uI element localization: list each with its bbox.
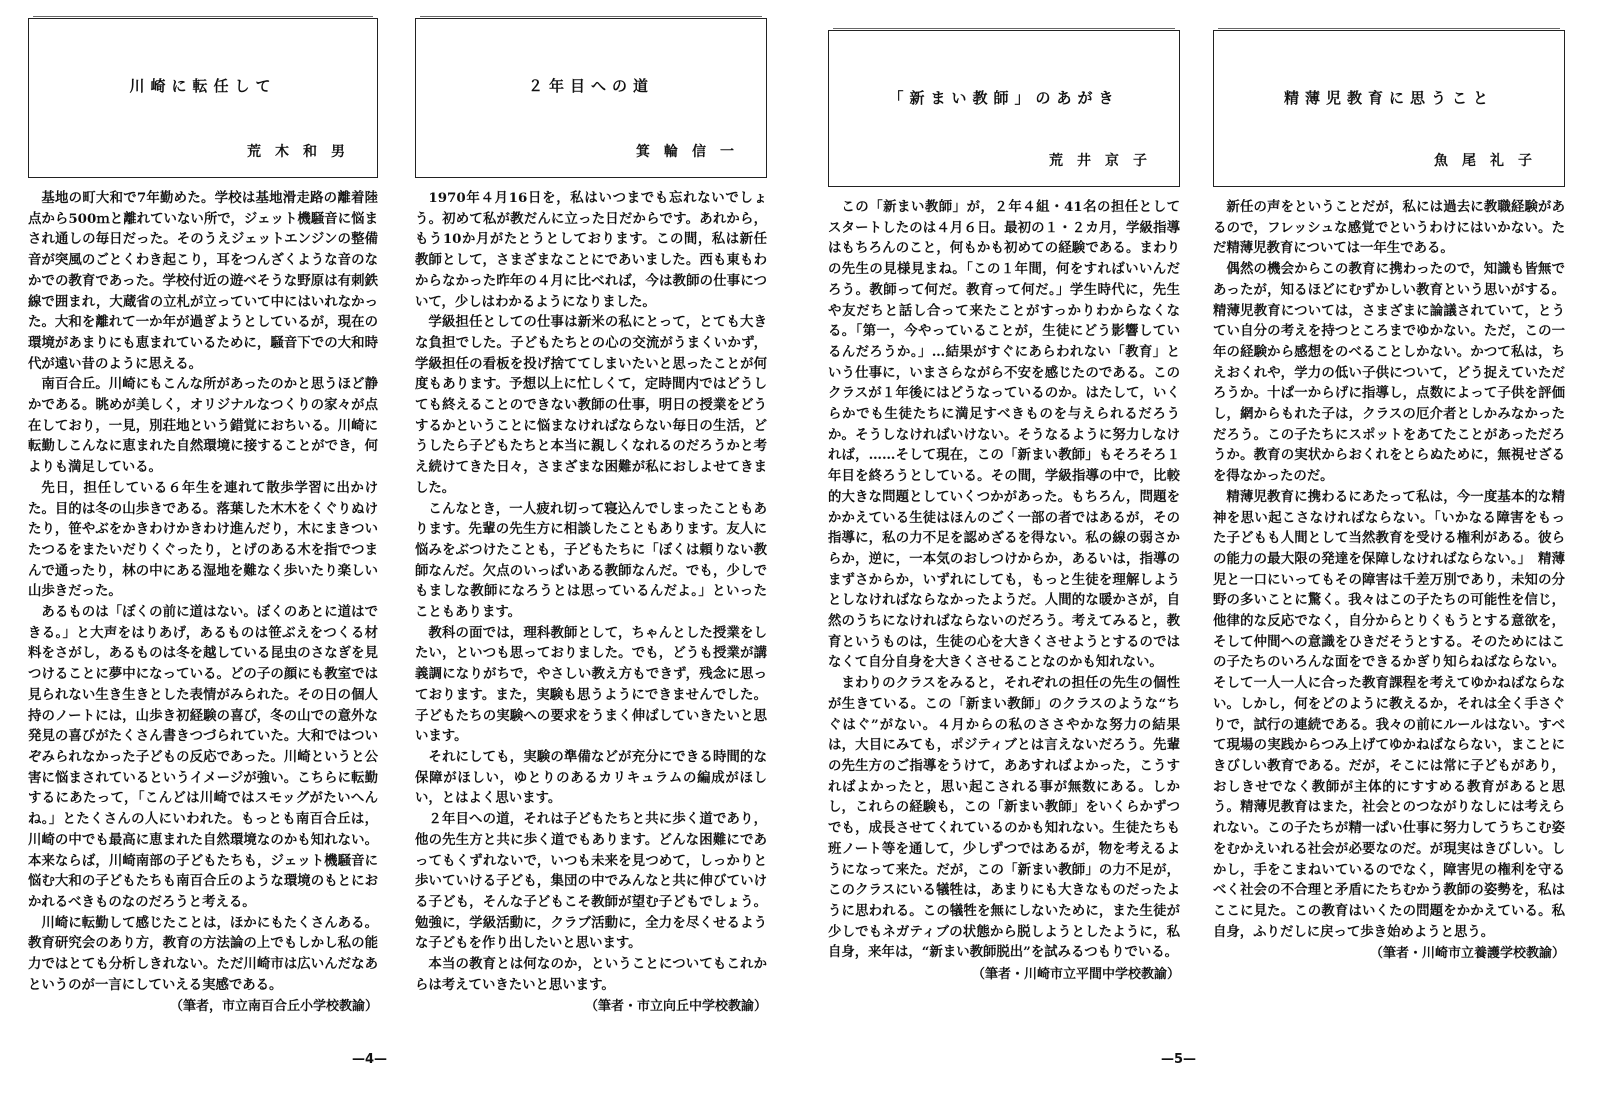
article-title: 「新まい教師」のあがき xyxy=(888,89,1120,107)
article-body xyxy=(415,188,767,1018)
paragraph: ２年目への道，それは子どもたちと共に歩く道であり，他の先生方と共に歩く道でもあります。どんな困難にであってもくずれないで，いつも未来を見つめて，しっかりと歩いていける子ども，集団の中でみんなと共に伸びていける子ども，そんな子どもこそ教師が望む子どもでしょう。勉強に，学級活動に，クラブ活動に，全力を尽くせるような子どもを作り出したいと思います。 xyxy=(415,811,767,952)
article-title: 川崎に転任して xyxy=(129,77,277,95)
article-second-year xyxy=(415,0,767,1018)
author-signoff: （筆者・川崎市立平間中学校教諭） xyxy=(971,967,1180,983)
paragraph: 本当の教育とは何なのか，ということについてもこれからは考えていきたいと思います。 xyxy=(415,956,767,993)
paragraph: 偶然の機会からこの教育に携わったので，知識も皆無であったが，知るほどにむずかしい教育という思いがする。精薄児教育については，さまざまに論議されていて，とうてい自分の考えを持つところまでゆかない。ただ，この一年の経験から感想をのべることしかない。かつて私は，ちえおくれや，学力の低い子供について，どう捉えていただろうか。十ぱ一からげに指導し，点数によって子供を評価し，網からもれた子は，クラスの厄介者としかみなかっただろう。この子たちにスポットをあてたことがあっただろうか。教育の実状からおくれをとらぬために，無視せざるを得なかったのだ。 xyxy=(1213,261,1565,485)
paragraph: 精薄児教育に携わるにあたって私は，今一度基本的な精神を思い起こさなければならない。「いかなる障害をもった子どもも人間として当然教育を受ける権利がある。彼らの能力の最大限の発達を保障しなければならない。」 精薄児と一口にいってもその障害は千差万別であり，未知の分野の多いことに驚く。我々はこの子たちの可能性を信じ，他律的な反応でなく，自分からとりくもうとする意欲を，そして仲間への意識をひきだそうとする。そのためにはこの子たちのいろんな面をできるかぎり知らねばならない。そして一人一人に合った教育課程を考えてゆかねばならない。しかし，何をどのように教えるか，それは全く手さぐりで，試行の連続である。我々の前にルールはない。すべて現場の実践からつみ上げてゆかねばならない，まことにきびしい教育である。だが，そこには常に子どもがあり，おしきせでなく教師が主体的にすすめる教育があると思う。精薄児教育はまた，社会とのつながりなしには考えられない。この子たちが精一ぱい仕事に努力してうちこむ姿をむかえいれる社会が必要なのだ。が現実はきびしい。しかし，手をこまねいているのでなく，障害児の権利を守るべく社会の不合理と矛盾にたちむかう教師の姿勢を，私はここに見た。この教育はいくたの問題をかかえている。私自身，ふりだしに戻って歩き始めようと思う。 xyxy=(1213,488,1565,940)
article-title: ２年目への道 xyxy=(527,77,654,95)
article-kawasaki-transfer xyxy=(28,0,378,1018)
article-body xyxy=(28,188,378,1018)
paragraph: まわりのクラスをみると，それぞれの担任の先生の個性が生きている。この「新まい教師」のクラスのような“ちぐはぐ”がない。４月からの私のささやかな努力の結果は，大目にみても，ポジティブとは言えないだろう。先輩の先生方のご指導をうけて，ああすればよかった，こうすればよかったと，思い起こされる事が無数にある。しかし，これらの経験も，この「新まい教師」をいくらかずつでも，成長させてくれているのかも知れない。生徒たちも班ノート等を通して，少しずつではあるが，物を考えるようになって来た。だが，この「新まい教師」の力不足が，このクラスにいる犠牲は，あまりにも大きなものだったように思われる。この犠牲を無にしないために，また生徒が少しでもネガティブの状態から脱しようとしたように，私自身，来年は，“新まい教師脱出”を試みるつもりでいる。 xyxy=(828,675,1180,961)
paragraph: 先日，担任している６年生を連れて散歩学習に出かけた。目的は冬の山歩きである。落葉した木木をくぐりぬけたり，笹やぶをかきわけかきわけ進んだり，木にまきついたつるをまたいだりくぐったり，とげのある木を指でつまんで通ったり，林の中にある湿地を難なく歩いたり楽しい山歩きだった。 xyxy=(28,479,378,600)
article-new-teacher xyxy=(828,0,1180,986)
author-signoff: （筆者・川崎市立養護学校教諭） xyxy=(1369,946,1565,962)
article-author: 箕輪信一 xyxy=(636,144,748,160)
page-number-right: —5— xyxy=(1161,1052,1197,1067)
paragraph: 学級担任としての仕事は新米の私にとって，とても大きな負担でした。子どもたちとの心の交流がうまくいかず，学級担任の看板を投げ捨ててしまいたいと思ったことが何度もあります。予想以上に忙しくて，定時間内ではどうしても終えることのできない教師の仕事，明日の授業をどうするかということに悩まなければならない毎日の生活，どうしたら子どもたちと本当に親しくなれるのだろうかと考え続けてきた日々，さまざまな困難が私におしよせてきました。 xyxy=(415,314,767,496)
article-author: 魚尾礼子 xyxy=(1434,153,1546,169)
paragraph: 1970年４月16日を，私はいつまでも忘れないでしょう。初めて私が教だんに立った日だからです。あれから，もう10か月がたとうとしております。この間，私は新任教師として，さまざまなことにであいました。西も東もわからなかった昨年の４月に比べれば，今は教師の仕事について，少しはわかるようになりました。 xyxy=(415,190,767,310)
article-author: 荒木和男 xyxy=(247,144,359,160)
paragraph: 川崎に転勤して感じたことは，ほかにもたくさんある。教育研究会のあり方，教育の方法論の上でもしかし私の能力ではとても分析しきれない。ただ川崎市は広いんだなあというのが一言にしていえる実感である。 xyxy=(28,914,378,993)
title-box xyxy=(828,30,1180,187)
title-box xyxy=(1213,30,1565,187)
article-body xyxy=(1213,197,1565,965)
article-title: 精薄児教育に思うこと xyxy=(1283,89,1494,107)
author-signoff: （筆者，市立南百合丘小学校教諭） xyxy=(169,999,378,1015)
article-body xyxy=(828,197,1180,986)
title-box xyxy=(28,18,378,178)
paragraph: あるものは「ぼくの前に道はない。ぼくのあとに道はできる。」と大声をはりあげ，あるものは笹ぶえをつくる材料をさがし，あるものは冬を越している昆虫のさなぎを見つけることに夢中になっている。どの子の顔にも教室では見られない生き生きとした表情がみられた。その日の個人持のノートには，山歩き初経験の喜び，冬の山での意外な発見の喜びがたくさん書きつづられていた。大和ではついぞみられなかった子どもの反応であった。川崎というと公害に悩まされているというイメージが強い。こちらに転勤するにあたって，「こんどは川崎ではスモッグがたいへんね。」とたくさんの人にいわれた。もっとも南百合丘は，川崎の中でも最高に恵まれた自然環境なのかも知れない。本来ならば，川崎南部の子どもたちも，ジェット機騒音に悩む大和の子どもたちも南百合丘のような環境のもとにおかれるべきものなのだろうと考える。 xyxy=(28,604,378,910)
paragraph: 南百合丘。川崎にもこんな所があったのかと思うほど静かである。眺めが美しく，オリジナルなつくりの家々が点在しており，一見，別荘地という錯覚におちいる。川崎に転勤しこんなに恵まれた自然環境に接することができ，何よりも満足している。 xyxy=(28,376,378,476)
paragraph: 教科の面では，理科教師として，ちゃんとした授業をしたい，といつも思っておりました。でも，どうも授業が講義調になりがちで，やさしい教え方もできず，残念に思っております。また，実験も思うようにできませんでした。子どもたちの実験への要求をうまく伸ばしていきたいと思います。 xyxy=(415,624,767,745)
paragraph: この「新まい教師」が，２年４組・41名の担任としてスタートしたのは４月６日。最初の１・２カ月，学級指導はもちろんのこと，何もかも初めての経験である。まわりの先生の見様見まね。「この１年間，何をすればいいんだろう。教師って何だ。教育って何だ。」学生時代に，先生や友だちと話し合って来たことがすっかりわからなくなる。「第一，今やっていることが，生徒にどう影響しているんだろうか。」…結果がすぐにあらわれない「教育」という仕事に，いまさらながら不安を感じたのである。このクラスが１年後にはどうなっているのか。はたして，いくらかでも生徒たちに満足すべきものを与えられるだろうか。そうしなければいけない。そうなるように努力しなければ，……そして現在，この「新まい教師」もそろそろ１年目を終ろうとしている。その間，学級指導の中で，比較的大きな問題としていくつかがあった。もちろん，問題をかかえている生徒はほんのごく一部の者ではあるが，その指導に，私の力不足を認めざるを得ない。私の線の弱さからか，逆に，一本気のおしつけからか，あるいは，指導のまずさからか，いずれにしても，もっと生徒を理解しようとしなければならなかったようだ。人間的な暖かさが，自然のうちになければならないのだろう。考えてみると，教育というものは，生徒の心を大きくさせようとするのではなくて自分自身を大きくさせることなのかも知れない。 xyxy=(828,199,1180,671)
title-box xyxy=(415,18,767,178)
article-author: 荒井京子 xyxy=(1049,153,1161,169)
author-signoff: （筆者・市立向丘中学校教諭） xyxy=(584,999,767,1015)
article-special-education xyxy=(1213,0,1565,965)
paragraph: こんなとき，一人疲れ切って寝込んでしまったこともあります。先輩の先生方に相談したこともあります。友人に悩みをぶつけたことも，子どもたちに「ぼくは頼りない教師なんだ。欠点のいっぱいある教師なんだ。でも，少しでもましな教師になろうとは思っているんだよ。」といったこともあります。 xyxy=(415,500,767,621)
paragraph: それにしても，実験の準備などが充分にできる時間的な保障がほしい，ゆとりのあるカリキュラムの編成がほしい，とはよく思います。 xyxy=(415,748,767,807)
paragraph: 基地の町大和で7年勤めた。学校は基地滑走路の離着陸点から500ｍと離れていない所で，ジェット機騒音に悩まされ通しの毎日だった。そのうえジェットエンジンの整備音が突風のごとくわき起こり，耳をつんざくような音のなかでの教育であった。学校付近の遊べそうな野原は有刺鉄線で囲まれ，大蔵省の立札が立っていて中にはいれなかった。大和を離れて一か年が過ぎようとしているが，現在の環境があまりにも恵まれているために，騒音下での大和時代が遠い昔のように思える。 xyxy=(28,190,378,372)
paragraph: 新任の声をということだが，私には過去に教職経験があるので，フレッシュな感覚でというわけにはいかない。ただ精薄児教育については一年生である。 xyxy=(1213,199,1565,257)
page-number-left: —4— xyxy=(352,1052,388,1067)
